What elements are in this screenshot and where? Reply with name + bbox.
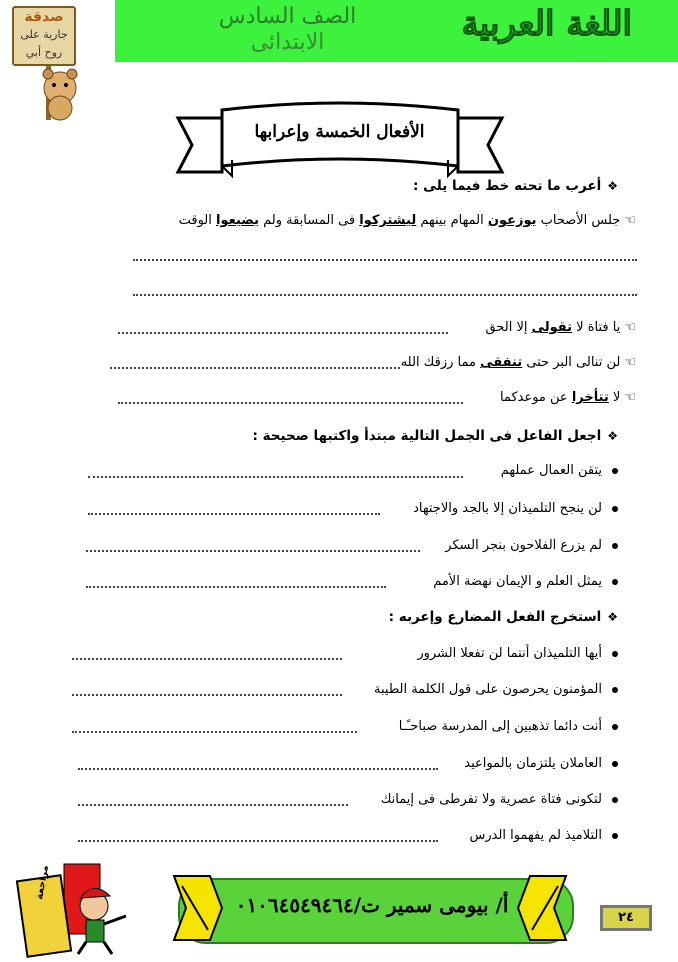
list-item [413,501,618,516]
list-item [469,828,618,843]
subject-title: اللغة العربية [461,4,632,44]
text-part: الوقت [178,213,217,228]
list-item [445,538,618,553]
text-part: إلا الحق [485,320,532,335]
exercise-2-sentence [486,320,637,335]
list-item-text: لم يزرع الفلاحون بنجر السكر [445,538,602,553]
text-part: عن موعدكما [499,390,572,405]
list-item [464,756,618,771]
bullet-icon [612,687,618,693]
list-item-text: لن ينجح التلميذان إلا بالجد والاجتهاد [413,501,602,516]
underlined-word: تقولى [531,320,573,335]
list-item-text: أيها التلميذان أنتما لن تفعلا الشرور [417,646,602,661]
text-part: فى المسابقة ولم [258,213,360,228]
pointing-hand-icon: ☜ [624,213,636,228]
exercise-1-sentence [179,213,636,228]
bullet-icon [612,543,618,549]
section-3-heading-text: استخرج الفعل المضارع وإعربه : [388,609,602,625]
bullet-icon [612,579,618,585]
answer-line [72,731,357,733]
answer-line [133,294,637,296]
left-scroll-ornament [168,872,228,948]
sign-line-1: صدقة [24,9,64,25]
answer-line [86,550,420,552]
grade-title [195,4,380,56]
list-item [501,463,618,478]
section-1-heading [413,178,618,194]
underlined-word: يوزعون [487,213,537,228]
answer-line [88,513,380,515]
answer-line [78,768,438,770]
sign-line-3: روح أبي [25,46,63,59]
diamond-star-icon: ❖ [607,179,618,193]
list-item-text: لتكونى فتاة عصرية ولا تفرطى فى إيمانك [380,792,602,807]
bullet-icon [612,797,618,803]
list-item-text: التلاميذ لم يفهموا الدرس [469,828,602,843]
list-item [381,792,618,807]
list-item [417,646,618,661]
answer-line [118,332,448,334]
list-item-text: المؤمنون يحرصون على قول الكلمة الطيبة [374,682,602,697]
grade-line-2: الابتدائى [250,30,325,55]
underlined-word: يضيعوا [216,213,259,228]
charity-sign-board [12,6,76,66]
exercise-4-sentence [500,390,636,405]
bullet-icon [612,468,618,474]
answer-line [86,586,386,588]
answer-line [118,402,463,404]
page-number: ٢٤ [600,905,652,931]
pointing-hand-icon: ☜ [624,390,636,405]
answer-line [72,694,342,696]
list-item [399,719,618,734]
text-part: لن تنالى البر حتى [522,355,621,370]
list-item [433,574,618,589]
section-1-heading-text: أعرب ما تحته خط فيما يلى : [413,178,602,194]
grade-line-1: الصف السادس [218,4,357,29]
section-3-heading [389,609,618,625]
lesson-title: الأفعال الخمسة وإعرابها [254,122,425,142]
underlined-word: تتأخرا [571,390,609,405]
diamond-star-icon: ❖ [607,610,618,624]
author-credit: أ/ بيومى سمير ت/٠١٠٦٤٥٤٩٤٦٤ [235,893,509,917]
title-banner [170,100,510,185]
text-part: يا فتاة لا [572,320,621,335]
bullet-icon [612,651,618,657]
text-part: جلس الأصحاب [536,213,621,228]
bullet-icon [612,833,618,839]
answer-line [88,476,463,478]
bullet-icon [612,506,618,512]
diamond-star-icon: ❖ [607,429,618,443]
exercise-3-sentence [401,355,636,370]
list-item-text: يتقن العمال عملهم [500,463,602,478]
list-item-text: يمثل العلم و الإيمان نهضة الأمم [433,574,602,589]
section-2-heading [253,428,619,444]
text-part: لا [608,390,621,405]
answer-line [78,840,438,842]
sign-line-2: جارية على [20,28,68,41]
svg-text:مراجعة: مراجعة [34,864,51,901]
underlined-word: تنفقى [480,355,523,370]
pointing-hand-icon: ☜ [624,320,636,335]
answer-line [72,658,342,660]
list-item [374,682,618,697]
answer-line [110,367,400,369]
pointing-hand-icon: ☜ [624,355,636,370]
section-2-heading-text: اجعل الفاعل فى الجمل التالية مبتدأ واكتبها صحيحة : [252,428,602,444]
answer-line [78,804,348,806]
list-item-text: العاملان يلتزمان بالمواعيد [464,756,602,771]
text-part: مما رزقك الله [400,355,481,370]
list-item-text: أنت دائما تذهبين إلى المدرسة صباحـًـا [398,719,602,734]
underlined-word: ليشتركوا [359,213,417,228]
review-character-illustration [16,858,146,958]
text-part: المهام بينهم [416,213,488,228]
answer-line [133,259,637,261]
bullet-icon [612,724,618,730]
bullet-icon [612,761,618,767]
